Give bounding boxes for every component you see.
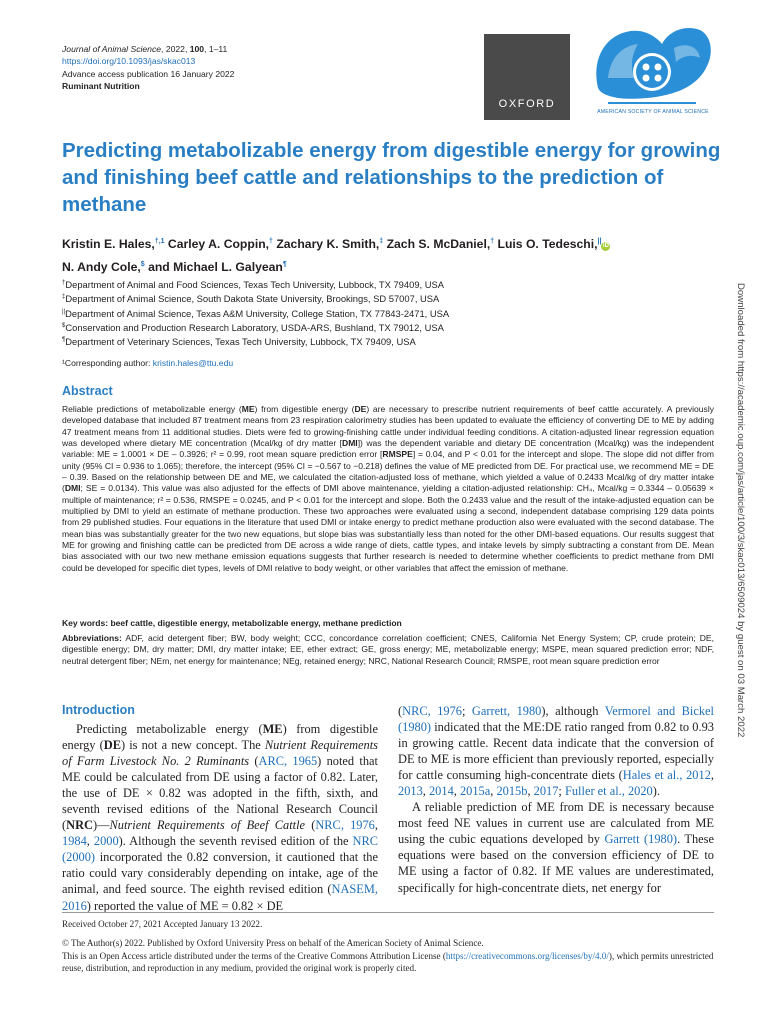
affiliations (62, 277, 722, 369)
citation-link[interactable]: 2017 (533, 784, 559, 799)
author-affil-marker: || (597, 238, 602, 245)
orcid-icon[interactable]: iD (602, 243, 609, 250)
author-affil-marker: ‡ (379, 238, 384, 245)
affiliation-item: $Conservation and Production Research Laboratory, USDA-ARS, Bushland, TX 79012, USA (62, 322, 444, 334)
journal-info (62, 43, 362, 93)
license-link[interactable]: https://creativecommons.org/licenses/by/4.0/ (445, 950, 609, 961)
author-name: Zach S. McDaniel, (383, 237, 491, 252)
author-name: Carley A. Coppin, (164, 237, 270, 252)
author-name: Kristin E. Hales, (62, 237, 155, 252)
citation-link[interactable]: 2000 (93, 834, 119, 849)
citation-link[interactable]: 2015a (459, 784, 491, 799)
author-affil-marker: ¶ (282, 260, 287, 268)
citation-link[interactable]: ARC, 1965 (258, 754, 318, 769)
author-name: N. Andy Cole, (62, 259, 141, 274)
abbreviations: Abbreviations: ADF, acid detergent fiber; BW, body weight; CCC, concordance correlation coefficient; CNES, California Net Energy System; CP, crude protein; DE, digestible energy; DM, dry matter; DMI, dry matter intake; EE, ether extract; GE, gross energy; ME, metabolizable energy; MSPE, mean squared prediction error; NDF, neutral detergent fiber; NEm, net energy for maintenance; NEg, retained energy; NRC, National Research Council; RMSPE, root mean square prediction error (62, 633, 714, 666)
affiliation-item: ||Department of Animal Science, Texas A&M University, College Station, TX 77843-2471, USA (62, 307, 450, 319)
abstract-heading: Abstract (62, 384, 113, 398)
footer (62, 918, 722, 974)
citation-link[interactable]: Hales et al., 2012 (622, 768, 711, 783)
footer-divider (62, 912, 714, 913)
citation-link[interactable]: Garrett (1980) (604, 832, 678, 847)
author-affil-marker: † (269, 238, 273, 245)
citation-link[interactable]: Fuller et al., 2020 (564, 784, 653, 799)
citation-link[interactable]: NRC, 1976 (315, 818, 375, 833)
affiliation-item: ¶Department of Veterinary Sciences, Texas Tech University, Lubbock, TX 79409, USA (62, 336, 416, 348)
intro-left-column: Predicting metabolizable energy (ME) from digestible energy (DE) is not a new concept. The Nutrient Requirements of Farm Livestock No. 2 Ruminants (ARC, 1965) noted that ME could be calculated from DE using a factor of 0.82. Later, the use of DE × 0.82 was adopted in the fifth, sixth, and seventh revised editions of the National Research Council (NRC)—Nutrient Requirements of Beef Cattle (NRC, 1976, 1984, 2000). Although the seventh revised edition of the NRC (2000) incorporated the 0.82 conversion, it cautioned that the ratio could vary considerably depending on intake, age of the animal, and feed source. The eighth revised edition (NASEM, 2016) reported the value of ME = 0.82 × DE (62, 722, 378, 913)
license-text: This is an Open Access article distributed under the terms of the Creative Commons Attribution License (https://creativecommons.org/licenses/by/4.0/), which permits unrestricted reuse, distribution, and reproduction in any medium, provided the original work is properly cited. (62, 950, 714, 973)
citation-link[interactable]: 2013 (398, 784, 423, 799)
doi-link[interactable]: https://doi.org/10.1093/jas/skac013 (62, 56, 196, 67)
author-affil-marker: †,1 (154, 238, 165, 245)
article-title: Predicting metabolizable energy from digestible energy for growing and finishing beef cattle and relationships to the prediction of methane (62, 139, 721, 216)
oxford-logo (484, 34, 570, 120)
citation-link[interactable]: 2015b (496, 784, 528, 799)
section-label: Ruminant Nutrition (62, 81, 140, 92)
author-affil-marker: $ (140, 260, 145, 268)
citation-link[interactable]: NRC, 1976 (402, 704, 462, 718)
author-name: and Michael L. Galyean (144, 259, 283, 274)
intro-right-column (398, 703, 714, 896)
introduction-heading: Introduction (62, 703, 135, 717)
author-affil-marker: † (490, 238, 495, 245)
download-watermark (733, 283, 747, 873)
journal-name: Journal of Animal Science (62, 44, 162, 54)
citation-link[interactable]: Garrett, 1980 (471, 704, 542, 718)
citation-link[interactable]: NRC (2000) (62, 834, 378, 865)
keywords: Key words: beef cattle, digestible energy, metabolizable energy, methane prediction (62, 618, 402, 628)
citation-link[interactable]: NASEM, 2016 (62, 882, 378, 913)
advance-access: Advance access publication 16 January 2022 (62, 68, 235, 79)
download-watermark-text: Downloaded from https://academic.oup.com/jas/article/100/3/skac013/6509024 by guest on 03 March 2022 (735, 283, 746, 738)
citation-link[interactable]: 2014 (428, 784, 454, 799)
journal-volume: 100 (189, 44, 205, 54)
author-name: Zachary K. Smith, (272, 237, 380, 252)
citation-link[interactable]: Vermorel and Bickel (1980) (398, 704, 715, 735)
corresponding-author: ¹Corresponding author: kristin.hales@ttu.edu (62, 357, 234, 368)
intro-paragraph: (NRC, 1976; Garrett, 1980), although Vermorel and Bickel (1980) indicated that the ME:DE ratio ranged from 0.82 to 0.93 in growing cattle. Recent data indicate that the conversion of DE to ME is more efficient than previously reported, especially for cattle consuming high-concentrate diets (Hales et al., 2012, 2013, 2014, 2015a, 2015b, 2017; Fuller et al., 2020). (398, 704, 715, 799)
received-dates: Received October 27, 2021 Accepted January 13 2022. (62, 919, 263, 929)
affiliation-item: ‡Department of Animal Science, South Dakota State University, Brookings, SD 57007, USA (62, 293, 440, 305)
oxford-logo-text: OXFORD (498, 98, 556, 110)
copyright-line: © The Author(s) 2022. Published by Oxford University Press on behalf of the American Society of Animal Science. (62, 938, 484, 949)
author-list (62, 232, 742, 277)
journal-citation: Journal of Animal Science, 2022, 100, 1–11 (62, 44, 228, 54)
asas-logo-caption: AMERICAN SOCIETY OF ANIMAL SCIENCE (597, 109, 709, 115)
abstract-body: Reliable predictions of metabolizable energy (ME) from digestible energy (DE) are necessary to prescribe nutrient requirements of beef cattle accurately. A previously developed database that included 87 treatment means from 23 respiration calorimetry studies has been updated to evaluate the efficiency of converting DE to ME by adding 47 treatment means from 11 additional studies. Diets were fed to growing-finishing cattle under individual feeding conditions. A citation-adjusted linear regression equation was developed where dietary ME concentration (Mcal/kg of dry matter [DMI]) was the dependent variable and dietary DE concentration (Mcal/kg) was the independent variable: ME = 1.0001 × DE – 0.3926; r² = 0.99, root mean square prediction error [RMSPE] = 0.04, and P < 0.01 for the intercept and slope. The slope did not differ from unity (95% CI = 0.936 to 1.065); therefore, the intercept (95% CI = −0.567 to −0.218) defines the value of ME predicted from DE. For practical use, we recommend ME = DE – 0.39. Based on the relationship between DE and ME, we calculated the citation-adjusted loss of methane, which yielded a value of 0.2433 Mcal/kg of dry matter intake (DMI; SE = 0.0134). This value was also adjusted for the effects of DMI above maintenance, yielding a citation-adjusted relationship: CH₄, Mcal/kg = 0.3344 – 0.05639 × multiple of maintenance; r² = 0.536, RMSPE = 0.0245, and P < 0.01 for the intercept and slope. Both the 0.2433 value and the result of the intake-adjusted equation can be multiplied by DMI to yield an estimate of methane production. These two approaches were evaluated using a second, independent database comprising 129 data points from 29 published studies. Four equations in the literature that used DMI or intake energy to predict methane production also were evaluated with the second database. The mean bias was substantially greater for the two new equations, but slope bias was substantially less than noted for the other DMI-based equations. Our results suggest that ME for growing and finishing cattle can be predicted from DE across a wide range of diets, cattle types, and intake levels by simply subtracting a constant from DE. Mean bias associated with our two new methane emission equations suggests that further research is needed to determine whether coefficients to predict methane from DMI could be developed for specific diet types, levels of DMI relative to body weight, or other variables that affect the emission of methane. (62, 404, 715, 573)
intro-paragraph: A reliable prediction of ME from DE is necessary because most feed NE values in current use are calculated from ME using the cubic equations developed by Garrett (1980). These equations were based on the conversion efficiency of DE to ME using a factor of 0.82. If ME values are underestimated, specifically for high-concentrate diets, net energy for (398, 800, 714, 895)
citation-link[interactable]: 1984 (62, 834, 87, 849)
affiliation-item: †Department of Animal and Food Sciences, Texas Tech University, Lubbock, TX 79409, USA (62, 279, 445, 291)
author-name: Luis O. Tedeschi, (494, 237, 598, 252)
corresponding-email-link[interactable]: kristin.hales@ttu.edu (152, 357, 234, 368)
asas-logo-icon (588, 18, 716, 118)
